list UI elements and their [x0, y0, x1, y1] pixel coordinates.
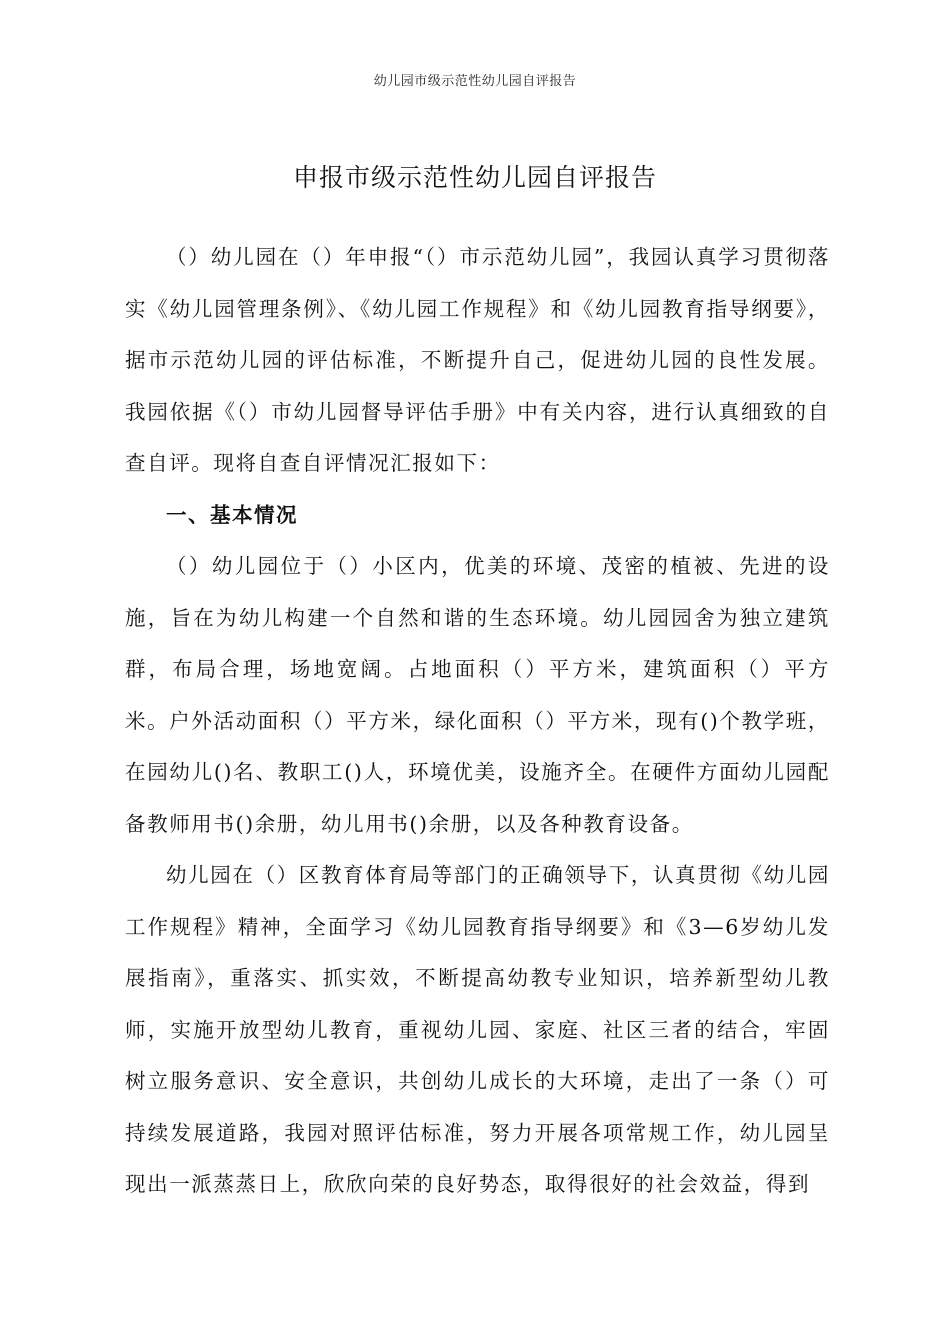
section-heading-basic-info: 一、基本情况 [166, 502, 298, 527]
document-body [125, 232, 830, 1211]
basic-info-paragraph: （）幼儿园位于（）小区内，优美的环境、茂密的植被、先进的设施，旨在为幼儿构建一个自然和谐的生态环境。幼儿园园舍为独立建筑群，布局合理，场地宽阔。占地面积（）平方米，建筑面积（）平方米。户外活动面积（）平方米，绿化面积（）平方米，现有()个教学班，在园幼儿()名、教职工()人，环境优美，设施齐全。在硬件方面幼儿园配备教师用书()余册，幼儿用书()余册，以及各种教育设备。 [125, 554, 830, 836]
document-title: 申报市级示范性幼儿园自评报告 [292, 163, 657, 192]
leadership-paragraph: 幼儿园在（）区教育体育局等部门的正确领导下，认真贯彻《幼儿园工作规程》精神，全面学习《幼儿园教育指导纲要》和《3—6岁幼儿发展指南》，重落实、抓实效，不断提高幼教专业知识，培养新型幼儿教师，实施开放型幼儿教育，重视幼儿园、家庭、社区三者的结合，牢固树立服务意识、安全意识，共创幼儿成长的大环境，走出了一条（）可持续发展道路，我园对照评估标准，努力开展各项常规工作，幼儿园呈现出一派蒸蒸日上，欣欣向荣的良好势态，取得很好的社会效益，得到 [125, 863, 830, 1196]
intro-paragraph: （）幼儿园在（）年申报“（）市示范幼儿园”，我园认真学习贯彻落实《幼儿园管理条例》、《幼儿园工作规程》和《幼儿园教育指导纲要》，据市示范幼儿园的评估标准，不断提升自己，促进幼儿园的良性发展。我园依据《（）市幼儿园督导评估手册》中有关内容，进行认真细致的自查自评。现将自查自评情况汇报如下： [125, 245, 830, 475]
running-header: 幼儿园市级示范性幼儿园自评报告 [373, 74, 577, 89]
